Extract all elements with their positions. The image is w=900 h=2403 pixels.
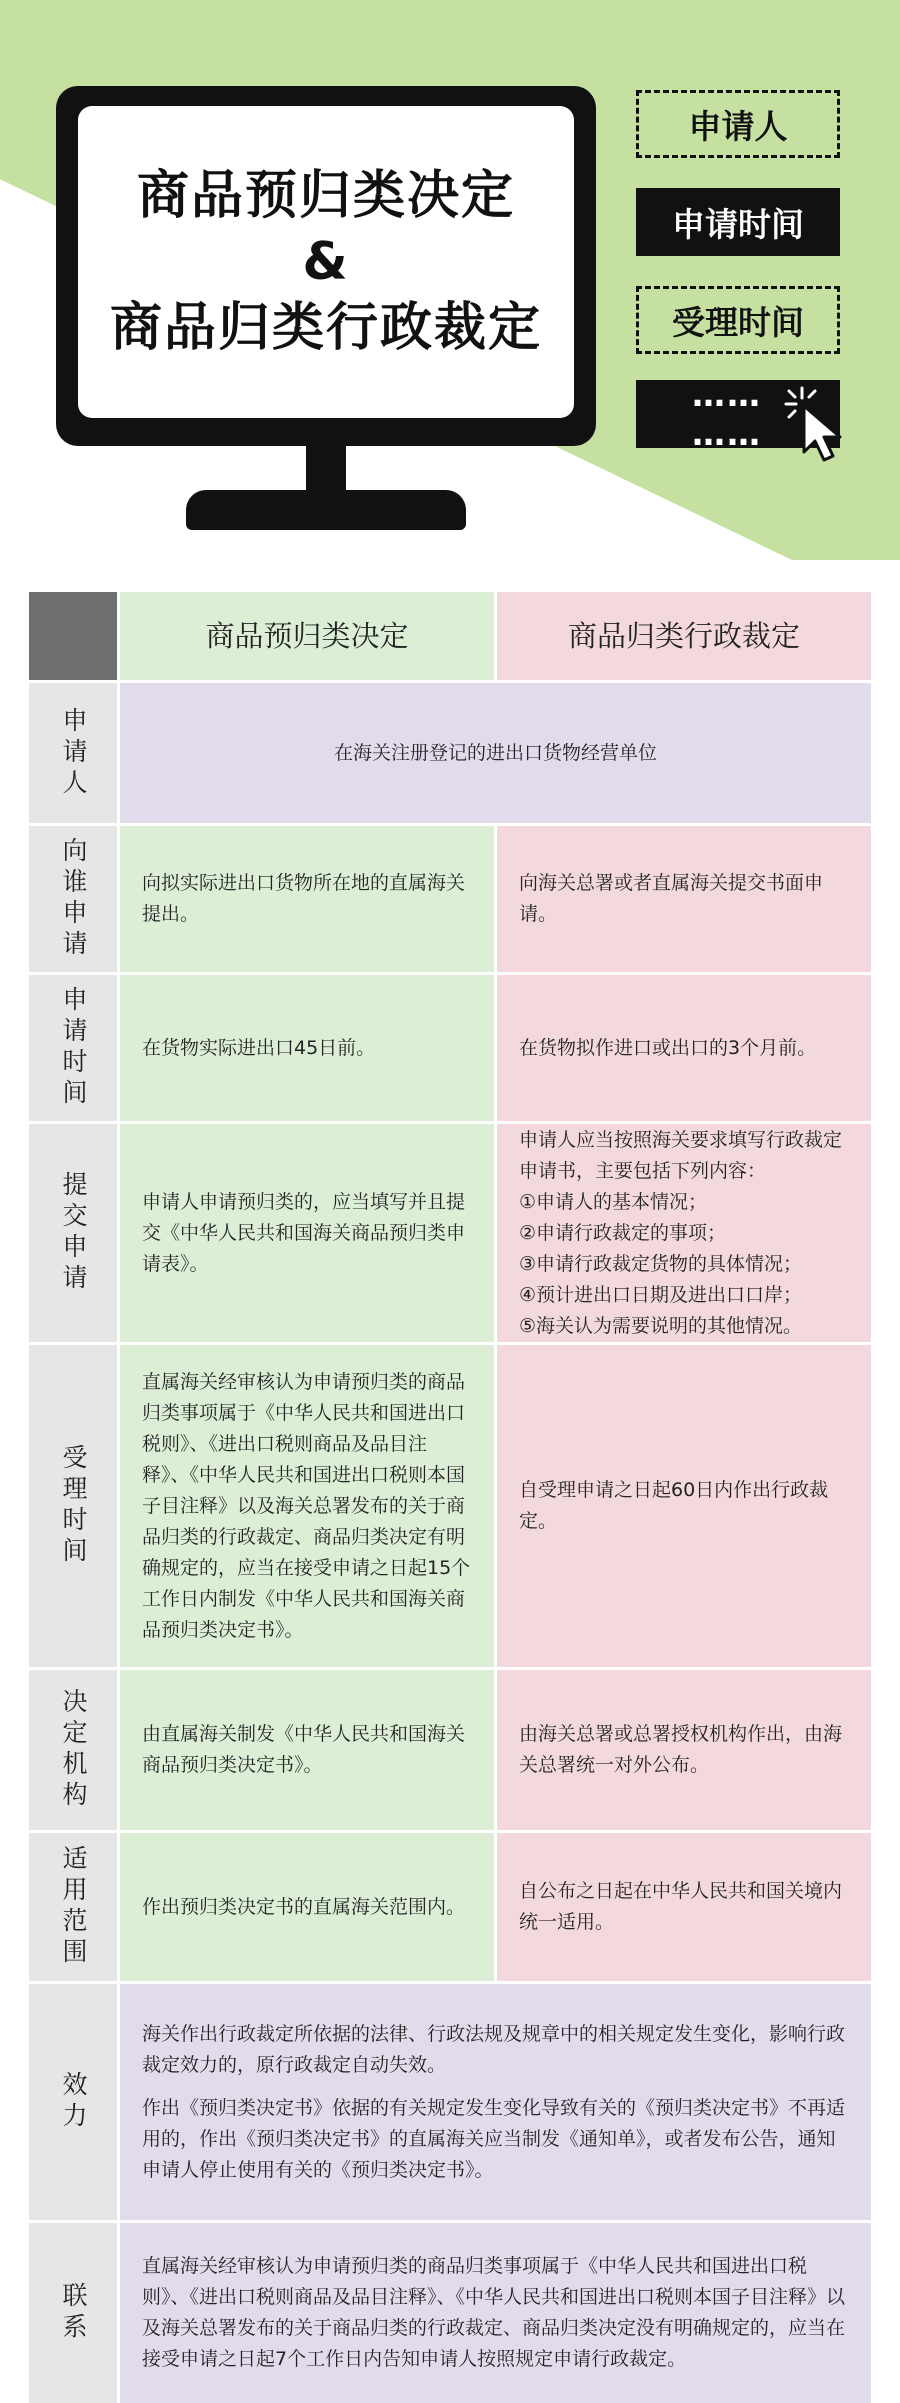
row-left-text: 申请人申请预归类的，应当填写并且提交《中华人民共和国海关商品预归类申请表》。 [117,1124,494,1342]
row-left-text: 在货物实际进出口45日前。 [117,975,494,1121]
header-corner [29,592,117,680]
row-right-intro: 申请人应当按照海关要求填写行政裁定申请书，主要包括下列内容： [519,1128,843,1182]
row-label: 联系 [29,2223,117,2403]
row-right-text: 向海关总署或者直属海关提交书面申请。 [494,826,871,972]
row-label: 效力 [29,1984,117,2220]
list-item: ④预计进出口日期及进出口口岸； [519,1283,803,1306]
monitor-base [186,490,466,530]
table-row-applicant [29,683,871,826]
row-label: 申请人 [29,683,117,823]
row-left-text: 作出预归类决定书的直属海关范围内。 [117,1833,494,1981]
col-header-right: 商品归类行政裁定 [494,592,871,680]
row-left-text: 由直属海关制发《中华人民共和国海关商品预归类决定书》。 [117,1670,494,1830]
row-label: 向谁申请 [29,826,117,972]
col-header-left: 商品预归类决定 [117,592,494,680]
row-left-text: 向拟实际进出口货物所在地的直属海关提出。 [117,826,494,972]
row-full-text: 在海关注册登记的进出口货物经营单位 [117,683,871,823]
row-label: 申请时间 [29,975,117,1121]
table-header-row [29,592,871,683]
row-full-cell [117,1984,871,2220]
row-right-text: 由海关总署或总署授权机构作出，由海关总署统一对外公布。 [494,1670,871,1830]
row-label: 决定机构 [29,1670,117,1830]
row-right-cell [494,1124,871,1342]
tag-applicant: 申请人 [636,90,840,158]
row-full-text: 直属海关经审核认为申请预归类的商品归类事项属于《中华人民共和国进出口税则》、《进出口税则商品及品目注释》、《中华人民共和国进出口税则本国子目注释》以及海关总署发布的关于商品归类的行政裁定、商品归类决定没有明确规定的，应当在接受申请之日起7个工作日内告知申请人按照规定申请行政裁定。 [117,2223,871,2403]
title-line-1: 商品预归类决定 [136,166,515,226]
table-row-accept-time [29,1345,871,1670]
row-right-text: 在货物拟作进口或出口的3个月前。 [494,975,871,1121]
monitor-graphic [56,86,596,446]
table-row-scope [29,1833,871,1984]
row-label: 提交申请 [29,1124,117,1342]
list-item: ⑤海关认为需要说明的其他情况。 [519,1314,803,1337]
row-right-text: 自公布之日起在中华人民共和国关境内统一适用。 [494,1833,871,1981]
cursor-click-icon [780,382,870,472]
list-item: ③申请行政裁定货物的具体情况； [519,1252,803,1275]
monitor-screen [78,106,574,418]
comparison-table [29,592,871,2403]
tag-accept-time: 受理时间 [636,286,840,354]
effect-paragraph-1: 海关作出行政裁定所依据的法律、行政法规及规章中的相关规定发生变化，影响行政裁定效力的，原行政裁定自动失效。 [142,2022,846,2076]
list-item: ①申请人的基本情况； [519,1190,708,1213]
table-row-to-whom [29,826,871,975]
hero-banner [0,0,900,560]
table-row-authority [29,1670,871,1833]
row-right-text: 自受理申请之日起60日内作出行政裁定。 [494,1345,871,1667]
table-row-submit [29,1124,871,1345]
row-label: 适用范围 [29,1833,117,1981]
table-row-relation [29,2223,871,2403]
row-label: 受理时间 [29,1345,117,1667]
title-line-2: 商品归类行政裁定 [109,298,542,358]
table-row-apply-time [29,975,871,1124]
table-row-effect [29,1984,871,2223]
tag-more: …… …… [636,380,840,448]
effect-paragraph-2: 作出《预归类决定书》依据的有关规定发生变化导致有关的《预归类决定书》不再适用的，作出《预归类决定书》的直属海关应当制发《通知单》，或者发布公告，通知申请人停止使用有关的《预归类决定书》。 [142,2096,846,2181]
list-item: ②申请行政裁定的事项； [519,1221,727,1244]
row-left-text: 直属海关经审核认为申请预归类的商品归类事项属于《中华人民共和国进出口税则》、《进出口税则商品及品目注释》、《中华人民共和国进出口税则本国子目注释》以及海关总署发布的关于商品归类的行政裁定、商品归类决定有明确规定的，应当在接受申请之日起15个工作日内制发《中华人民共和国海关商品预归类决定书》。 [117,1345,494,1667]
title-ampersand: & [302,232,350,292]
tag-apply-time: 申请时间 [636,188,840,256]
